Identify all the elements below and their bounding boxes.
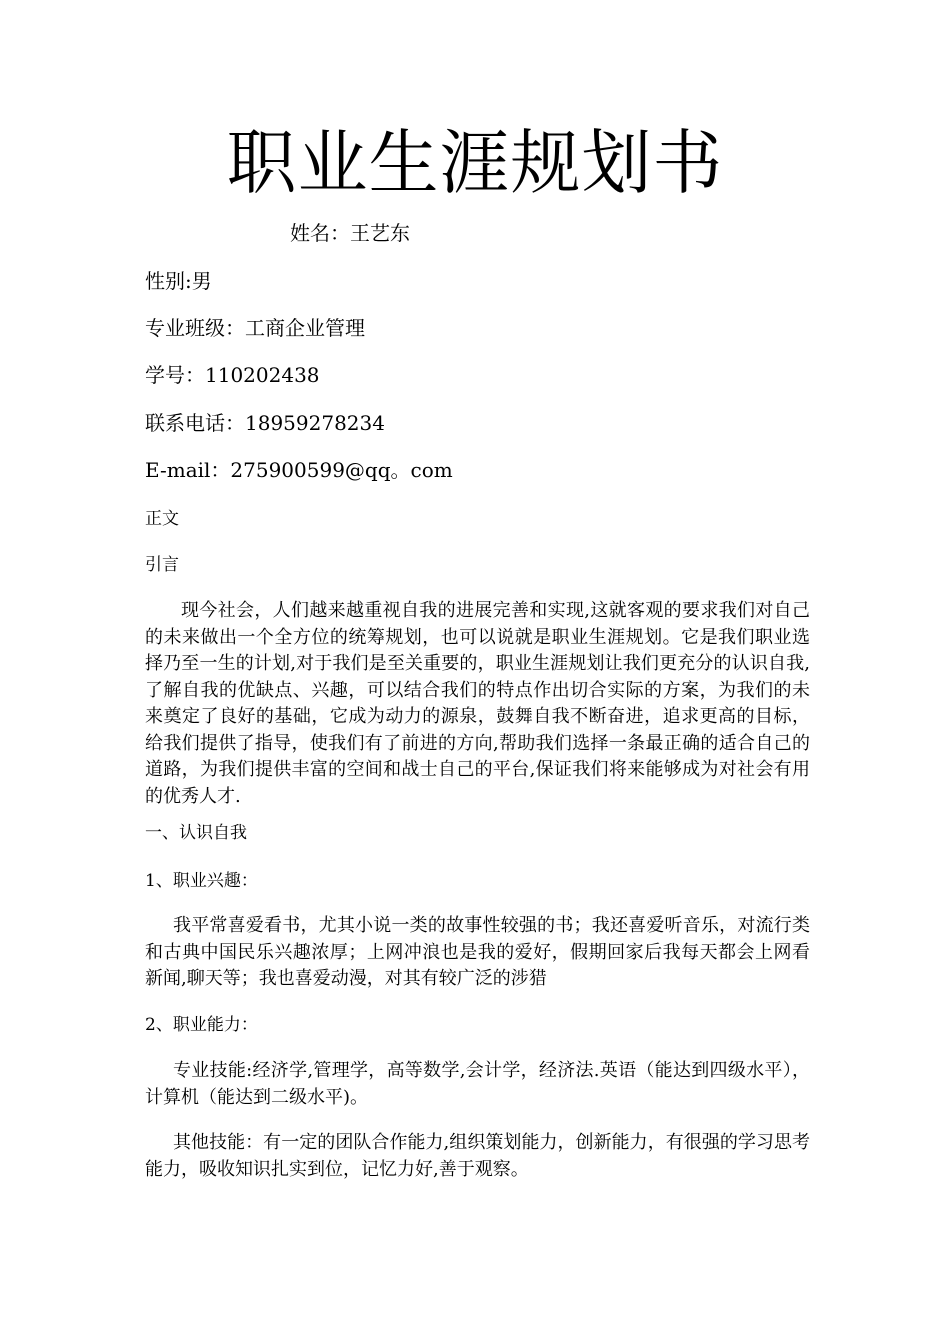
major-line: 专业班级：工商企业管理 bbox=[145, 316, 365, 340]
name-line: 姓名：王艺东 bbox=[290, 221, 410, 245]
intro-paragraph: 现今社会，人们越来越重视自我的进展完善和实现,这就客观的要求我们对自己的未来做出一个全方位的统筹规划，也可以说就是职业生涯规划。它是我们职业选择乃至一生的计划,对于我们是至关重要的，职业生涯规划让我们更充分的认识自我,了解自我的优缺点、兴趣，可以结合我们的特点作出切合实际的方案，为我们的未来奠定了良好的基础，它成为动力的源泉，鼓舞自我不断奋进，追求更高的目标，给我们提供了指导，使我们有了前进的方向,帮助我们选择一条最正确的适合自己的道路，为我们提供丰富的空间和战士自己的平台,保证我们将来能够成为对社会有用的优秀人才. bbox=[145, 600, 810, 807]
document-title: 职业生涯规划书 bbox=[226, 122, 724, 204]
interest-paragraph: 我平常喜爱看书，尤其小说一类的故事性较强的书；我还喜爱听音乐，对流行类和古典中国民乐兴趣浓厚；上网冲浪也是我的爱好，假期回家后我每天都会上网看新闻,聊天等；我也喜爱动漫，对其有较广泛的涉猎 bbox=[145, 915, 810, 989]
gender-line: 性别:男 bbox=[145, 269, 212, 293]
intro-heading: 引言 bbox=[145, 555, 179, 575]
other-skills-paragraph: 其他技能：有一定的团队合作能力,组织策划能力，创新能力，有很强的学习思考能力，吸收知识扎实到位，记忆力好,善于观察。 bbox=[145, 1132, 810, 1180]
body-heading: 正文 bbox=[145, 509, 179, 529]
skills-paragraph: 专业技能:经济学,管理学，高等数学,会计学，经济法.英语（能达到四级水平），计算机（能达到二级水平)。 bbox=[145, 1060, 810, 1108]
interest-heading: 1、职业兴趣： bbox=[145, 871, 258, 891]
section1-heading: 一、认识自我 bbox=[145, 823, 247, 843]
ability-heading: 2、职业能力： bbox=[145, 1015, 258, 1035]
student-id-line: 学号：110202438 bbox=[145, 363, 320, 387]
email-line: E-mail：275900599@qq。com bbox=[145, 458, 453, 482]
phone-line: 联系电话：18959278234 bbox=[145, 411, 385, 435]
